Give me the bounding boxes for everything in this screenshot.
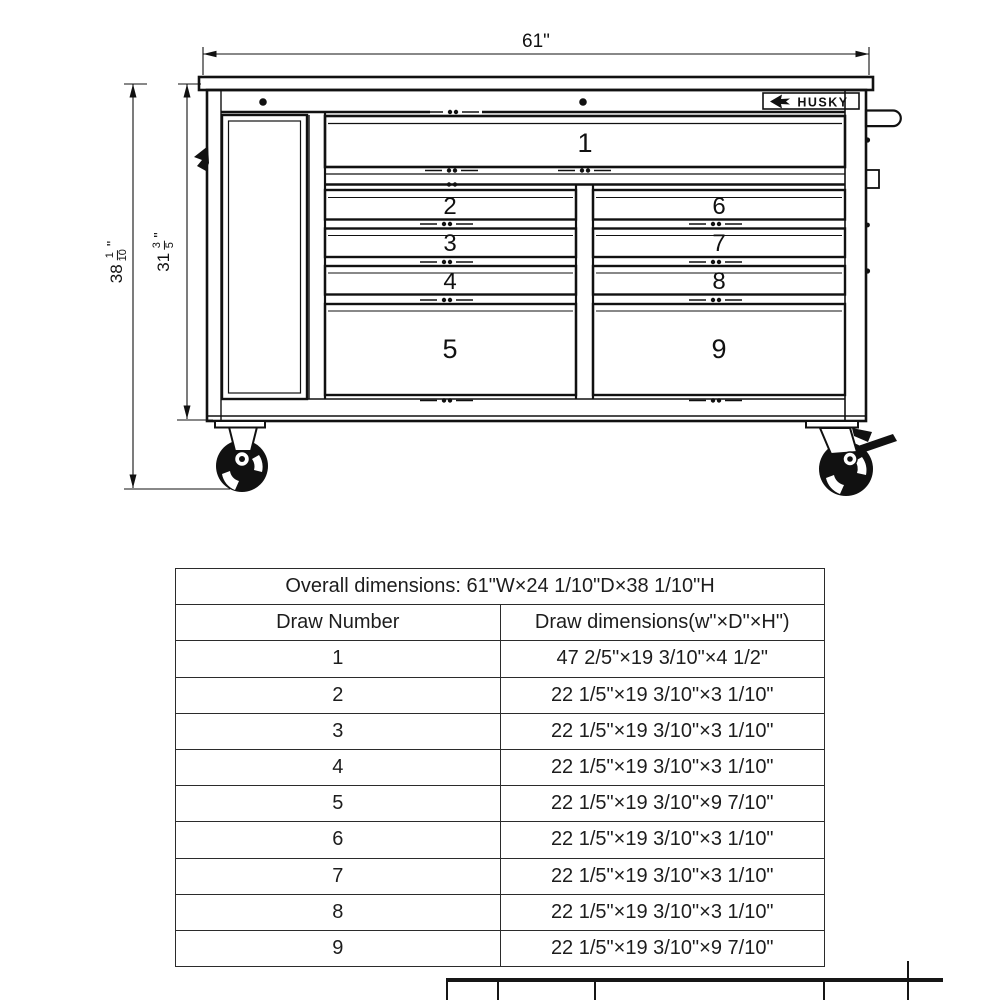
drawer-5-label: 5 bbox=[442, 334, 458, 364]
body-height-label: 31 3 5 " bbox=[150, 232, 176, 272]
center-stile bbox=[576, 185, 593, 400]
drawer-8-label: 8 bbox=[712, 268, 726, 295]
title-block-divider bbox=[446, 981, 448, 1000]
lock-screw-left bbox=[259, 98, 267, 106]
draw-dimensions-cell: 22 1/5"×19 3/10"×3 1/10" bbox=[500, 749, 825, 785]
table-row bbox=[176, 749, 825, 785]
draw-number-cell: 2 bbox=[176, 677, 501, 713]
right-drawer-column bbox=[593, 190, 845, 402]
title-block-divider bbox=[594, 981, 596, 1000]
overall-height-whole: 38 bbox=[107, 264, 126, 284]
table-row bbox=[176, 641, 825, 677]
title-block-divider bbox=[823, 981, 825, 1000]
drawer-1-label: 1 bbox=[577, 128, 593, 158]
lock-screw-center bbox=[579, 98, 587, 106]
title-block-top-border bbox=[446, 978, 943, 982]
draw-number-cell: 4 bbox=[176, 749, 501, 785]
title-block-divider bbox=[907, 961, 909, 1000]
draw-number-cell: 9 bbox=[176, 930, 501, 966]
width-dimension-label: 61" bbox=[522, 31, 550, 52]
draw-dimensions-cell: 22 1/5"×19 3/10"×3 1/10" bbox=[500, 858, 825, 894]
husky-logo bbox=[763, 93, 859, 110]
brand-text: HUSKY bbox=[797, 95, 849, 110]
drawer-3-label: 3 bbox=[443, 230, 457, 257]
drawer-7-label: 7 bbox=[712, 230, 726, 257]
side-handle bbox=[865, 111, 901, 274]
caster-wheel-left bbox=[215, 421, 268, 492]
col-header-draw-dimensions: Draw dimensions(w"×D"×H") bbox=[500, 605, 825, 641]
draw-dimensions-cell: 22 1/5"×19 3/10"×9 7/10" bbox=[500, 786, 825, 822]
table-title-row bbox=[176, 569, 825, 605]
table-row bbox=[176, 858, 825, 894]
col-header-draw-number: Draw Number bbox=[176, 605, 501, 641]
overall-height-fraction: 1 10 bbox=[103, 249, 129, 262]
draw-dimensions-cell: 22 1/5"×19 3/10"×9 7/10" bbox=[500, 930, 825, 966]
dimensions-table bbox=[175, 568, 825, 967]
draw-number-cell: 8 bbox=[176, 894, 501, 930]
draw-number-cell: 3 bbox=[176, 713, 501, 749]
draw-dimensions-cell: 22 1/5"×19 3/10"×3 1/10" bbox=[500, 677, 825, 713]
draw-dimensions-cell: 22 1/5"×19 3/10"×3 1/10" bbox=[500, 713, 825, 749]
title-block-divider bbox=[497, 981, 499, 1000]
body-height-fraction: 3 5 bbox=[150, 242, 176, 249]
drawer-6-label: 6 bbox=[712, 193, 726, 220]
draw-number-cell: 1 bbox=[176, 641, 501, 677]
table-row bbox=[176, 677, 825, 713]
table-row bbox=[176, 822, 825, 858]
draw-number-cell: 7 bbox=[176, 858, 501, 894]
drawer-2-label: 2 bbox=[443, 193, 457, 220]
table-title: Overall dimensions: 61"W×24 1/10"D×38 1/10"H bbox=[176, 569, 825, 605]
caster-wheel-right bbox=[806, 421, 897, 496]
draw-number-cell: 6 bbox=[176, 822, 501, 858]
overall-height-label: 38 1 10 " bbox=[103, 240, 129, 284]
left-drawer-column bbox=[325, 190, 576, 402]
table-row bbox=[176, 713, 825, 749]
draw-dimensions-cell: 22 1/5"×19 3/10"×3 1/10" bbox=[500, 894, 825, 930]
table-row bbox=[176, 930, 825, 966]
door-latch bbox=[194, 146, 209, 171]
side-door bbox=[194, 112, 325, 399]
draw-dimensions-cell: 47 2/5"×19 3/10"×4 1/2" bbox=[500, 641, 825, 677]
drawer-4-label: 4 bbox=[443, 268, 457, 295]
drawer-9-label: 9 bbox=[711, 334, 727, 364]
draw-dimensions-cell: 22 1/5"×19 3/10"×3 1/10" bbox=[500, 822, 825, 858]
table-row bbox=[176, 894, 825, 930]
husky-dog-icon bbox=[770, 95, 790, 109]
table-header-row bbox=[176, 605, 825, 641]
table-row bbox=[176, 786, 825, 822]
body-height-whole: 31 bbox=[154, 252, 173, 272]
draw-number-cell: 5 bbox=[176, 786, 501, 822]
